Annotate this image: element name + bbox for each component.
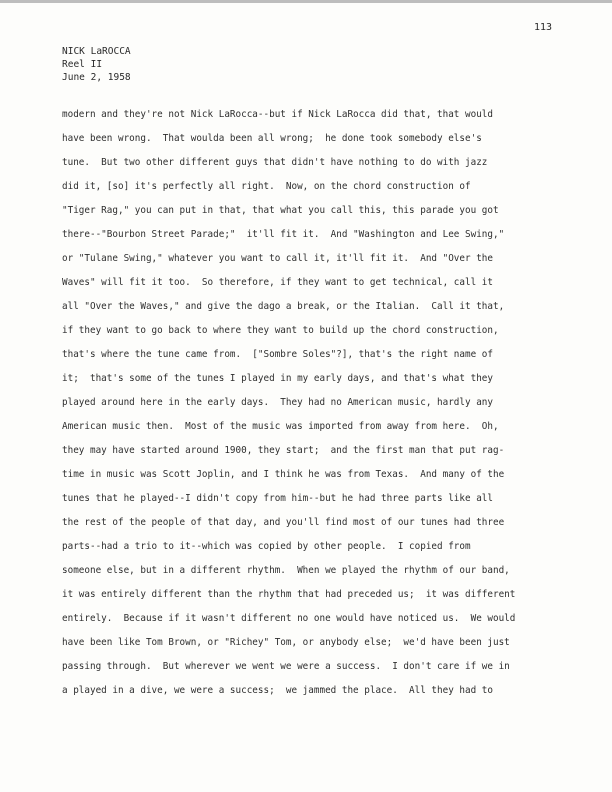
transcript-line: that's where the tune came from. ["Sombre Soles"?], that's the right name of [62,349,493,360]
transcript-line: did it, [so] it's perfectly all right. Now, on the chord construction of [62,181,471,192]
transcript-line: it was entirely different than the rhythm that had preceded us; it was different [62,589,516,600]
transcript-line: passing through. But wherever we went we were a success. I don't care if we in [62,661,510,672]
reel-label: Reel II [62,59,103,70]
transcript-line: American music then. Most of the music was imported from away from here. Oh, [62,421,499,432]
transcript-line: all "Over the Waves," and give the dago a break, or the Italian. Call it that, [62,301,505,312]
transcript-line: modern and they're not Nick LaRocca--but if Nick LaRocca did that, that would [62,109,493,120]
transcript-line: it; that's some of the tunes I played in my early days, and that's what they [62,373,493,384]
scan-top-edge [0,0,612,3]
page-number: 113 [534,22,553,33]
transcript-line: have been like Tom Brown, or "Richey" Tom, or anybody else; we'd have been just [62,637,510,648]
transcript-line: a played in a dive, we were a success; we jammed the place. All they had to [62,685,493,696]
transcript-line: they may have started around 1900, they start; and the first man that put rag- [62,445,505,456]
transcript-header [62,45,131,84]
transcript-line: there--"Bourbon Street Parade;" it'll fit it. And "Washington and Lee Swing," [62,229,505,240]
transcript-line: someone else, but in a different rhythm. When we played the rhythm of our band, [62,565,510,576]
interview-date: June 2, 1958 [62,72,131,83]
transcript-line: tunes that he played--I didn't copy from him--but he had three parts like all [62,493,493,504]
transcript-line: have been wrong. That woulda been all wrong; he done took somebody else's [62,133,482,144]
transcript-line: "Tiger Rag," you can put in that, that what you call this, this parade you got [62,205,499,216]
transcript-line: if they want to go back to where they want to build up the chord construction, [62,325,499,336]
transcript-line: the rest of the people of that day, and you'll find most of our tunes had three [62,517,505,528]
transcript-line: entirely. Because if it wasn't different no one would have noticed us. We would [62,613,516,624]
transcript-line: or "Tulane Swing," whatever you want to call it, it'll fit it. And "Over the [62,253,493,264]
transcript-line: played around here in the early days. They had no American music, hardly any [62,397,493,408]
transcript-line: time in music was Scott Joplin, and I think he was from Texas. And many of the [62,469,505,480]
transcript-body [62,103,562,703]
interviewee-name: NICK LaROCCA [62,46,131,57]
transcript-line: Waves" will fit it too. So therefore, if they want to get technical, call it [62,277,493,288]
transcript-line: tune. But two other different guys that didn't have nothing to do with jazz [62,157,488,168]
transcript-line: parts--had a trio to it--which was copied by other people. I copied from [62,541,471,552]
